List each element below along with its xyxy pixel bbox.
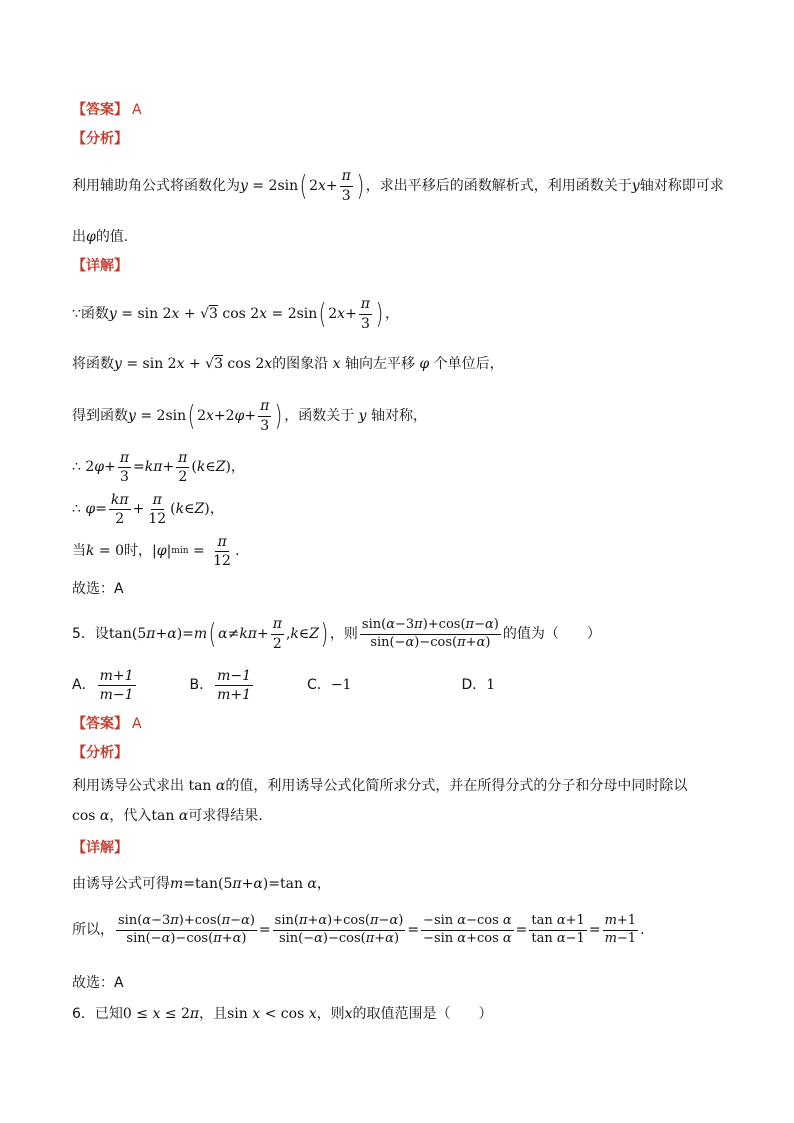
q5-analysis-tag: 【分析】 [72,745,128,761]
q4-detail-line1: ∵ 函数 y = sin 2 x + √3 cos 2 x = 2sin ( 2 x + $\frac{\pi}{3}$ ) ， [72,296,399,332]
option-c[interactable]: C． −1 [307,677,352,694]
because-symbol: ∵ [72,305,81,322]
q5-detail-line2: 所以， $\frac{\sin(\alpha-3\pi)+\cos(\pi-\alpha)}{\sin(-\alpha)-\cos(\pi+\alpha)}$ = $\frac{\sin(\pi+\alpha)+\cos(\pi-\alpha)}{\sin(-\alpha)-\cos(\pi+\alpha)}$ = $\frac{\text{−sin α−cos α}}{\text{−sin α+cos α}}$ = $\frac{\text{tan α+1}}{\text{tan α−1}}$ = $\frac{m+1}{m-1}$ . [72,913,645,946]
q4-detail-line5: ∴ φ = $\frac{k\pi}{2}$ + $\frac{\pi}{12}$ ( k ∈ Z ) ， [72,492,224,528]
q4-choose: 故选：A [72,581,124,597]
detail-tag: 【详解】 [72,258,128,274]
q5-answer: 【答案】 A [72,716,142,732]
q4-analysis-line2: 出 φ 的值. [72,229,129,245]
option-d[interactable]: D． 1 [461,677,496,694]
q5-stem: 5． 设 tan(5 π + α )= m ( α ≠ kπ + $\frac{\pi}{2}$ , k ∈ Z ) ，则 $\frac{\sin(\alpha-3\pi)+\cos(\pi-\alpha)}{\sin(-\alpha)-\cos(\pi+\alpha)}$ 的值为（ ） [72,616,601,652]
q5-analysis-line1: 利用诱导公式求出 tan α 的值，利用诱导公式化简所求分式，并在所得分式的分子和分母中同时除以 [72,778,688,794]
q5-analysis-line2: cos α ，代入 tan α 可求得结果. [72,808,263,824]
answer-tag: 【答案】 A [72,102,142,118]
question-number: 6． [72,1006,95,1022]
q4-detail-line4: ∴ 2 φ + $\frac{\pi}{3}$ = kπ + $\frac{\pi}{2}$ ( k ∈ Z ) ， [72,450,245,486]
option-b[interactable]: B． $\frac{m-1}{m+1}$ [189,668,252,704]
q4-detail-line2: 将函数 y = sin 2 x + √3 cos 2 x 的图象沿 x 轴向左平移 φ 个单位后， [72,356,504,372]
q4-analysis-tag [72,131,128,148]
q5-detail-tag: 【详解】 [72,840,128,856]
q6-stem: 6． 已知 0 ≤ x ≤ 2 π ，且 sin x < cos x ，则 x 的取值范围是（ ） [72,1006,493,1022]
option-a[interactable]: A． $\frac{m+1}{m-1}$ [72,668,134,704]
q4-detail-line6: 当 k = 0 时， | φ | min = $\frac{\pi}{12}$ . [72,534,240,570]
q5-detail-line1: 由诱导公式可得 m =tan(5 π + α )=tan α ， [72,876,331,892]
analysis-text: 利用辅助角公式将函数化为 [72,177,240,194]
q5-options [72,668,547,703]
q4-analysis-line1: 利用辅助角公式将函数化为 y = 2sin ( 2 x + $\frac{\pi}{3}$ ) ，求出平移后的函数解析式，利用函数关于 y 轴对称即可求 [72,168,724,204]
q5-choose: 故选：A [72,975,124,991]
q4-detail-tag [72,258,128,275]
question-number: 5． [72,625,95,642]
q4-answer [72,102,142,119]
analysis-tag: 【分析】 [72,131,128,147]
q4-detail-line3: 得到函数 y = 2sin ( 2 x +2 φ + $\frac{\pi}{3}$ ) ，函数关于 y 轴对称， [72,398,428,434]
